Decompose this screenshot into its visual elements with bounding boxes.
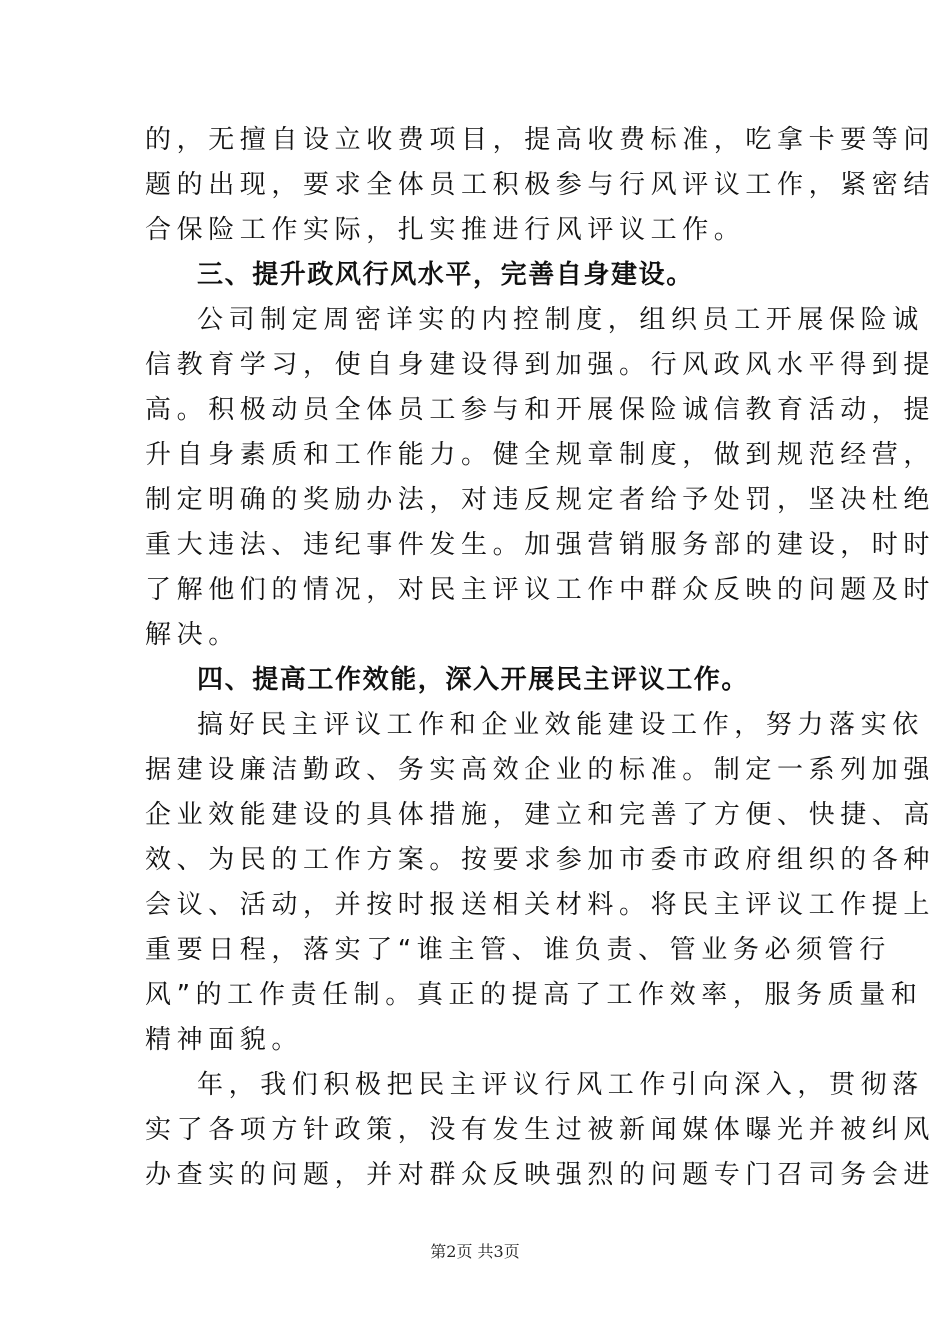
body-line: 办查实的问题，并对群众反映强烈的问题专门召司务会进 xyxy=(145,1160,936,1190)
body-line: 升自身素质和工作能力。健全规章制度，做到规范经营， xyxy=(145,440,936,470)
body-line: 会议、活动，并按时报送相关材料。将民主评议工作提上 xyxy=(145,890,936,920)
body-line: 效、为民的工作方案。按要求参加市委市政府组织的各种 xyxy=(145,845,936,875)
body-line: 精神面貌。 xyxy=(145,1025,304,1055)
section-heading: 四、提高工作效能，深入开展民主评议工作。 xyxy=(197,665,750,695)
body-line: 信教育学习，使自身建设得到加强。行风政风水平得到提 xyxy=(145,350,936,380)
body-line: 风”的工作责任制。真正的提高了工作效率，服务质量和 xyxy=(145,980,923,1010)
page-footer: 第2页 共3页 xyxy=(430,1242,520,1261)
body-line: 据建设廉洁勤政、务实高效企业的标准。制定一系列加强 xyxy=(145,755,936,785)
body-line: 了解他们的情况，对民主评议工作中群众反映的问题及时 xyxy=(145,575,936,605)
paragraph-first-line: 搞好民主评议工作和企业效能建设工作，努力落实依 xyxy=(197,710,924,740)
body-line: 企业效能建设的具体措施，建立和完善了方便、快捷、高 xyxy=(145,800,936,830)
body-line: 实了各项方针政策，没有发生过被新闻媒体曝光并被纠风 xyxy=(145,1115,936,1145)
body-line: 高。积极动员全体员工参与和开展保险诚信教育活动，提 xyxy=(145,395,936,425)
body-line: 合保险工作实际，扎实推进行风评议工作。 xyxy=(145,215,746,245)
document-body xyxy=(145,118,936,1198)
body-line: 制定明确的奖励办法，对违反规定者给予处罚，坚决杜绝 xyxy=(145,485,936,515)
body-line: 重大违法、违纪事件发生。加强营销服务部的建设，时时 xyxy=(145,530,936,560)
paragraph-first-line: 年，我们积极把民主评议行风工作引向深入，贯彻落 xyxy=(197,1070,924,1100)
body-line: 解决。 xyxy=(145,620,240,650)
paragraph-first-line: 公司制定周密详实的内控制度，组织员工开展保险诚 xyxy=(197,305,924,335)
body-line: 题的出现，要求全体员工积极参与行风评议工作，紧密结 xyxy=(145,170,936,200)
body-line: 的，无擅自设立收费项目，提高收费标准，吃拿卡要等问 xyxy=(145,125,936,155)
section-heading: 三、提升政风行风水平，完善自身建设。 xyxy=(197,260,694,290)
body-line: 重要日程，落实了“谁主管、谁负责、管业务必须管行 xyxy=(145,935,891,965)
